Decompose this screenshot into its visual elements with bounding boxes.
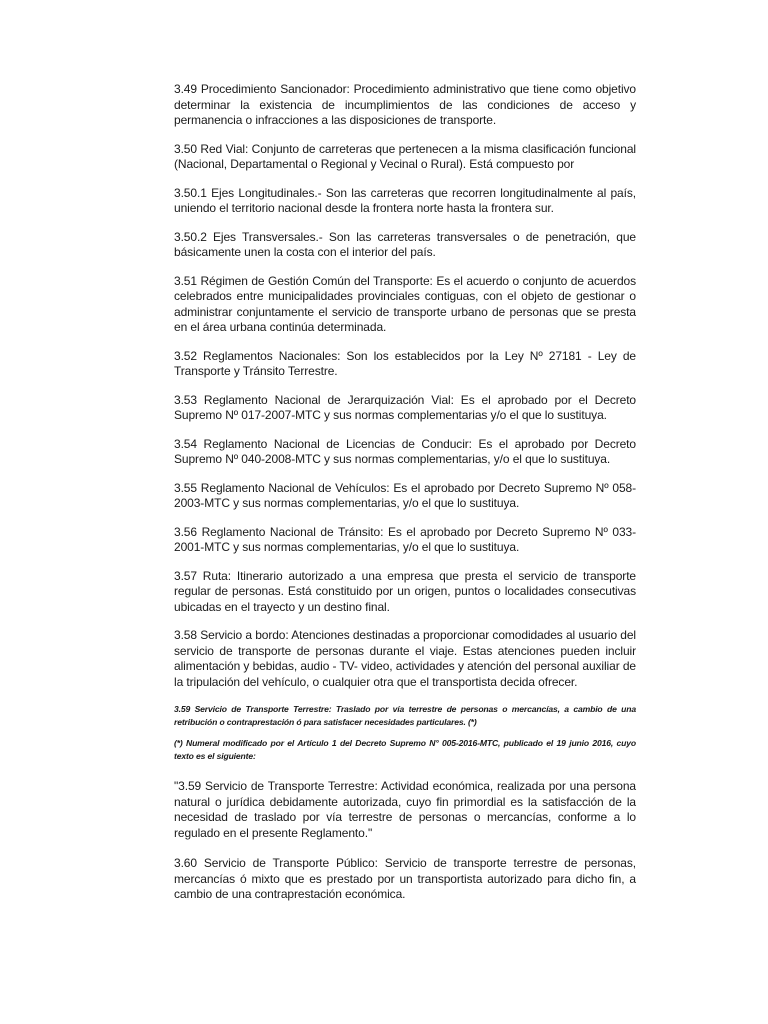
paragraph-3-56: 3.56 Reglamento Nacional de Tránsito: Es el aprobado por Decreto Supremo Nº 033-2001-MTC y sus normas complementarias, y/o el que lo sustituya.	[174, 524, 636, 554]
paragraph-3-50-2: 3.50.2 Ejes Transversales.- Son las carreteras transversales o de penetración, que básicamente unen la costa con el interior del país.	[174, 229, 636, 259]
paragraph-3-53: 3.53 Reglamento Nacional de Jerarquización Vial: Es el aprobado por el Decreto Supremo Nº 017-2007-MTC y sus normas complementarias y/o el que lo sustituya.	[174, 392, 636, 422]
paragraph-3-51: 3.51 Régimen de Gestión Común del Transporte: Es el acuerdo o conjunto de acuerdos celebrados entre municipalidades provinciales contiguas, con el objeto de gestionar o administrar conjuntamente el servicio de transporte urbano de personas que se presta en el área urbana continúa determinada.	[174, 273, 636, 334]
paragraph-3-50-1: 3.50.1 Ejes Longitudinales.- Son las carreteras que recorren longitudinalmente al país, uniendo el territorio nacional desde la frontera norte hasta la frontera sur.	[174, 185, 636, 215]
paragraph-3-54: 3.54 Reglamento Nacional de Licencias de Conducir: Es el aprobado por Decreto Supremo Nº 040-2008-MTC y sus normas complementarias, y/o el que lo sustituya.	[174, 436, 636, 466]
paragraph-3-50: 3.50 Red Vial: Conjunto de carreteras que pertenecen a la misma clasificación funcional (Nacional, Departamental o Regional y Vecinal o Rural). Está compuesto por	[174, 141, 636, 171]
note-original-3-59: 3.59 Servicio de Transporte Terrestre: Traslado por vía terrestre de personas o mercancías, a cambio de una retribución o contraprestación ó para satisfacer necesidades particulares. (*)	[174, 704, 636, 727]
paragraph-3-49: 3.49 Procedimiento Sancionador: Procedimiento administrativo que tiene como objetivo determinar la existencia de incumplimientos de las condiciones de acceso y permanencia o infracciones a las disposiciones de transporte.	[174, 82, 636, 127]
document-page	[174, 82, 636, 916]
paragraph-3-59-quote: "3.59 Servicio de Transporte Terrestre: Actividad económica, realizada por una persona natural o jurídica debidamente autorizada, cuyo fin primordial es la satisfacción de la necesidad de traslado por vía terrestre de personas o mercancías, conforme a lo regulado en el presente Reglamento."	[174, 779, 636, 840]
paragraph-3-55: 3.55 Reglamento Nacional de Vehículos: Es el aprobado por Decreto Supremo Nº 058-2003-MTC y sus normas complementarias, y/o el que lo sustituya.	[174, 480, 636, 510]
note-modification: (*) Numeral modificado por el Artículo 1 del Decreto Supremo N° 005-2016-MTC, publicado el 19 junio 2016, cuyo texto es el siguiente:	[174, 738, 636, 761]
paragraph-3-52: 3.52 Reglamentos Nacionales: Son los establecidos por la Ley Nº 27181 - Ley de Transporte y Tránsito Terrestre.	[174, 348, 636, 378]
paragraph-3-57: 3.57 Ruta: Itinerario autorizado a una empresa que presta el servicio de transporte regular de personas. Está constituido por un origen, puntos o localidades consecutivas ubicadas en el trayecto y un destino final.	[174, 568, 636, 614]
paragraph-3-58: 3.58 Servicio a bordo: Atenciones destinadas a proporcionar comodidades al usuario del servicio de transporte de personas durante el viaje. Estas atenciones pueden incluir alimentación y bebidas, audio - TV- video, actividades y atención del personal auxiliar de la tripulación del vehículo, o cualquier otra que el transportista decida ofrecer.	[174, 628, 636, 689]
paragraph-3-60: 3.60 Servicio de Transporte Público: Servicio de transporte terrestre de personas, mercancías ó mixto que es prestado por un transportista autorizado para dicho fin, a cambio de una contraprestación económica.	[174, 856, 636, 901]
